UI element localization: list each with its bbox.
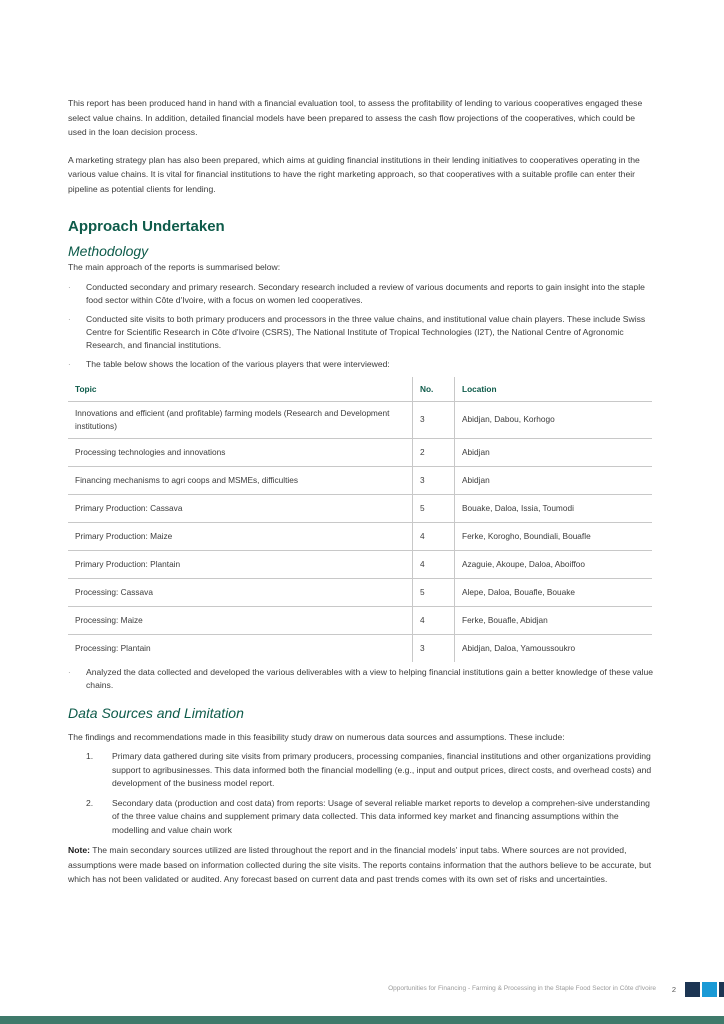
approach-bullets-after [68, 666, 654, 692]
list-item: · Analyzed the data collected and developed the various deliverables with a view to helping financial institutions gain a better knowledge of these value chains. [68, 666, 654, 690]
footer-title: Opportunities for Financing - Farming & Processing in the Staple Food Sector in Côte d'Ivoire [388, 985, 656, 992]
table-row [68, 550, 652, 578]
bottom-color-bar [0, 1016, 724, 1024]
topic-cell: Primary Production: Maize [68, 522, 413, 550]
location-cell: Abidjan, Dabou, Korhogo [455, 401, 653, 438]
topic-cell: Innovations and efficient (and profitable) farming models (Research and Development institutions) [68, 401, 413, 438]
data-sources-intro: The findings and recommendations made in this feasibility study draw on numerous data sources and assumptions. These include: [68, 731, 565, 742]
bullet-icon: · [68, 282, 71, 292]
table-row [68, 606, 652, 634]
bullet-icon: · [68, 667, 71, 677]
column-header-topic: Topic [68, 377, 413, 402]
bullet-icon: · [68, 359, 71, 369]
topic-cell: Processing: Cassava [68, 578, 413, 606]
note-text: The main secondary sources utilized are listed throughout the report and in the financial models' input tabs. Where sources are not provided, assumptions were made based on information collected during the site visits. The reports contains information that the authors believe to be accurate, but which has not been validated or audited. Any forecast based on current data and past trends comes with its own set of risks and uncertainties. [68, 845, 652, 884]
location-cell: Ferke, Korogho, Boundiali, Bouafle [455, 522, 653, 550]
column-header-no: No. [413, 377, 455, 402]
count-cell: 4 [413, 522, 455, 550]
location-cell: Abidjan [455, 466, 653, 494]
methodology-heading: Methodology [68, 243, 149, 259]
footer-square-light-icon [702, 982, 717, 997]
footer-square-dark-icon [685, 982, 700, 997]
page-number: 2 [671, 985, 676, 994]
table-row [68, 522, 652, 550]
table-row [68, 438, 652, 466]
count-cell: 5 [413, 494, 455, 522]
location-cell: Azaguie, Akoupe, Daloa, Aboiffoo [455, 550, 653, 578]
topic-cell: Processing: Plantain [75, 642, 151, 653]
table-header-row [68, 377, 652, 402]
data-sources-heading: Data Sources and Limitation [68, 704, 244, 721]
location-cell: Ferke, Bouafle, Abidjan [455, 606, 653, 634]
table-row [68, 466, 652, 494]
approach-heading: Approach Undertaken [68, 218, 225, 235]
topic-cell: Processing: Maize [68, 606, 413, 634]
topic-cell: Primary Production: Cassava [68, 494, 413, 522]
location-cell: Abidjan [455, 438, 653, 466]
count-cell: 3 [413, 401, 455, 438]
data-sources-list [68, 750, 654, 837]
list-item: · Conducted site visits to both primary producers and processors in the three value chains, and institutional value chain players. These include Swiss Centre for Scientific Research in Côte d'Ivoire (CSRS), The National Institute of Tropical Technologies (I2T), the National Centre of Agronomic Research, and financial institutions. [68, 313, 646, 350]
note-paragraph [68, 843, 654, 887]
count-cell: 3 [413, 466, 455, 494]
list-item: 1. Primary data gathered during site visits from primary producers, processing companies, financial institutions and other organizations providing support to agribusinesses. This data informed both the financial modelling (e.g., input and output prices, direct costs, and overhead costs) and development of the business model report. [86, 751, 652, 788]
topic-cell: Financing mechanisms to agri coops and MSMEs, difficulties [68, 466, 413, 494]
column-header-location: Location [455, 377, 653, 402]
intro-paragraph-1: This report has been produced hand in hand with a financial evaluation tool, to assess the profitability of lending to various cooperatives engaged these select value chains. In addition, detailed financial models have been prepared to assess the cash flow projections of the cooperatives, which could be used in the loan decision process. [68, 98, 643, 137]
topic-cell: Processing technologies and innovations [68, 438, 413, 466]
list-item: 2. Secondary data (production and cost data) from reports: Usage of several reliable market reports to develop a comprehen-sive understanding of the three value chains and supplement primary data collected. This data informed key market and financing assumptions within the modelling and value chain work [86, 797, 650, 835]
table-row [68, 578, 652, 606]
table-row [68, 401, 652, 438]
page-footer [0, 982, 724, 1000]
count-cell: 4 [413, 550, 455, 578]
bullet-icon: · [68, 314, 71, 324]
count-cell: 2 [413, 438, 455, 466]
count-cell: 4 [413, 606, 455, 634]
count-cell: 3 [413, 634, 455, 662]
list-item: · Conducted secondary and primary research. Secondary research included a review of various documents and reports to gain insight into the staple food sector within Côte d'Ivoire, with a focus on women led cooperatives. [68, 281, 645, 305]
intro-paragraph-2: A marketing strategy plan has also been prepared, which aims at guiding financial institutions in their lending initiatives to cooperatives operating in the various value chains. It is vital for financial institutions to have the right marketing approach, so that cooperatives with a suitable profile can enter their pipeline as potential clients for lending. [68, 154, 640, 194]
location-cell: Abidjan, Daloa, Yamoussoukro [462, 642, 576, 653]
location-cell: Alepe, Daloa, Bouafle, Bouake [455, 578, 653, 606]
page-content [68, 96, 654, 887]
interview-location-table [68, 377, 652, 662]
note-label: Note: [68, 845, 90, 855]
footer-square-edge-icon [719, 982, 724, 997]
topic-cell: Primary Production: Plantain [68, 550, 413, 578]
location-cell: Bouake, Daloa, Issia, Toumodi [455, 494, 653, 522]
table-row [68, 634, 652, 662]
approach-bullets [68, 281, 654, 371]
approach-intro: The main approach of the reports is summarised below: [68, 262, 281, 272]
list-item: · The table below shows the location of the various players that were interviewed: [68, 358, 390, 369]
table-row [68, 494, 652, 522]
count-cell: 5 [413, 578, 455, 606]
